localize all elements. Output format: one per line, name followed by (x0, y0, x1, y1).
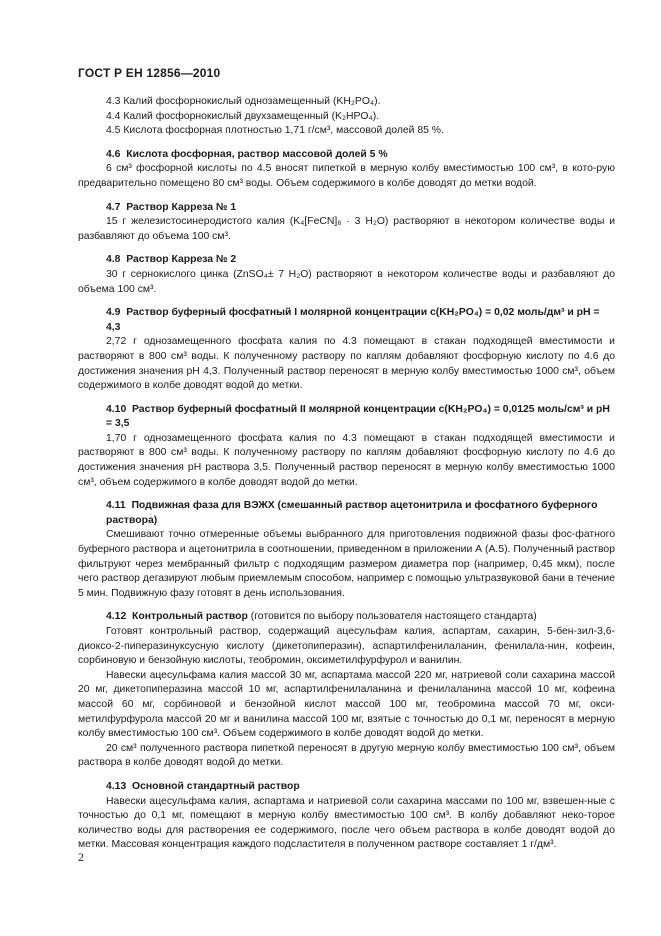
section-number: 4.12 (106, 611, 127, 623)
section-heading-4-9 (78, 306, 615, 335)
section-4-12-paragraph-3: 20 см³ полученного раствора пипеткой переносят в другую мерную колбу вместимостью 100 см³, объем раствора в колбе доводят водой до метки. (78, 742, 615, 769)
page-number: 2 (78, 850, 84, 864)
section-heading-4-13 (78, 780, 615, 795)
section-4-9-paragraph: 2,72 г однозамещенного фосфата калия по 4.3 помещают в стакан подходящей вместимости и растворяют в 800 см³ воды. К полученному раствору по каплям добавляют фосфорную кислоту по 4.6 до достижения значения pH 4,3. Полученный раствор переносят в мерную колбу вместимостью 1000 см³, объем содержимого в колбе доводят водой до метки. (78, 336, 615, 392)
section-heading-4-7 (78, 201, 615, 216)
section-number: 4.6 (106, 148, 121, 160)
section-heading-4-11 (78, 499, 615, 528)
section-title: Основной стандартный раствор (132, 780, 300, 792)
section-title: Контрольный раствор (132, 611, 248, 623)
section-number: 4.13 (106, 780, 127, 792)
document-body (78, 95, 615, 853)
section-title: Подвижная фаза для ВЭЖХ (смешанный раствор ацетонитрила и фосфатного буферного раствора) (106, 500, 598, 526)
section-4-12-paragraph-2: Навески ацесульфама калия массой 30 мг, аспартама массой 220 мг, натриевой соли сахарина массой 20 мг, дикетопиперазина массой 10 мг, аспартилфенилаланина и фенилаланина массой 10 мг, кофеина массой 60 мг, сорбиновой и бензойной кислот массой 100 мг, теобромина массой 70 мг, окси-метилфурфурола массой 20 мг и ванилина массой 100 мг, взятые с точностью до 0,1 мг, переносят в мерную колбу вместимостью 100 см³. Объем содержимого в колбе доводят водой до метки. (78, 669, 615, 740)
section-number: 4.8 (106, 254, 121, 266)
document-header: ГОСТ Р ЕН 12856—2010 (78, 66, 221, 80)
item-4-3: 4.3 Калий фосфорнокислый однозамещенный (KH₂PO₄). (106, 96, 381, 107)
section-title: Раствор буферный фосфатный II молярной концентрации c(KH₂PO₄) = 0,0125 моль/см³ и pH = 3,5 (106, 403, 610, 430)
section-heading-4-8 (78, 253, 615, 268)
section-number: 4.11 (106, 500, 126, 512)
item-4-4: 4.4 Калий фосфорнокислый двухзамещенный (K₂HPO₄). (106, 110, 380, 122)
section-4-6-paragraph: 6 см³ фосфорной кислоты по 4.5 вносят пипеткой в мерную колбу вместимостью 100 см³, в кото-рую предварительно помещено 80 см³ воды. Объем содержимого в колбе доводят до метки водой. (78, 163, 615, 189)
section-title-note: (готовится по выбору пользователя настоящего стандарта) (250, 611, 537, 623)
section-4-12-paragraph-1: Готовят контрольный раствор, содержащий ацесульфам калия, аспартам, сахарин, 5-бен-зил-3,6-диоксо-2-пиперазинуксусную кислоту (дикетопиперазин), аспартилфенилаланин, фенилала-нин, кофеин, сорбиновую и бензойную кислоты, теобромин, оксиметилфурфурол и ванилин. (78, 626, 615, 667)
section-4-7-paragraph: 15 г железистосинеродистого калия (K₄[FeCN]₆ · 3 H₂O) растворяют в некотором количестве воды и разбавляют до объема 100 см³. (78, 216, 615, 242)
item-4-5: 4.5 Кислота фосфорная плотностью 1,71 г/см³, массовой долей 85 %. (106, 125, 444, 137)
section-number: 4.7 (106, 201, 121, 213)
section-title: Кислота фосфорная, раствор массовой долей 5 % (126, 148, 388, 160)
section-4-11-paragraph: Смешивают точно отмеренные объемы выбранного для приготовления подвижной фазы фос-фатного буферного раствора и ацетонитрила в соотношении, приведенном в приложении А (А.5). Полученный раствор фильтруют через мембранный фильтр с подходящим размером диаметра пор (например, 0,45 мкм), после чего раствор дегазируют любым приемлемым способом, например с помощью ультразвуковой бани в течение 5 мин. Подвижную фазу готовят в день использования. (78, 529, 615, 599)
section-4-13-paragraph: Навески ацесульфама калия, аспартама и натриевой соли сахарина массами по 100 мг, взвешен-ные с точностью до 0,1 мг, помещают в мерную колбу вместимостью 100 см³. В колбу добавляют неко-торое количество воды для растворения ее содержимого, после чего объем раствора в колбе доводят водой до метки. Массовая концентрация каждого подсластителя в полученном растворе составляет 1 г/дм³. (78, 795, 615, 851)
section-number: 4.9 (106, 307, 121, 319)
section-heading-4-10 (78, 403, 615, 432)
section-heading-4-6 (78, 148, 615, 163)
section-title: Раствор Карреза № 1 (126, 201, 237, 213)
section-4-8-paragraph: 30 г сернокислого цинка (ZnSO₄± 7 H₂O) растворяют в некотором количестве воды и разбавляют до объема 100 см³. (78, 268, 615, 295)
section-title: Раствор буферный фосфатный I молярной концентрации c(KH₂PO₄) = 0,02 моль/дм³ и pH = 4,3 (106, 307, 600, 333)
section-title: Раствор Карреза № 2 (126, 254, 237, 266)
section-heading-4-12 (78, 610, 615, 625)
section-4-10-paragraph: 1,70 г однозамещенного фосфата калия по 4.3 помещают в стакан подходящей вместимости и растворяют в 800 см³ воды. К полученному раствору по каплям добавляют фосфорную кислоту по 4.6 до достижения значения pH раствора 3,5. Полученный раствор переносят в мерную колбу вместимостью 1000 см³, объем содержимого в колбе доводят водой до метки. (78, 432, 615, 488)
section-number: 4.10 (106, 403, 127, 415)
